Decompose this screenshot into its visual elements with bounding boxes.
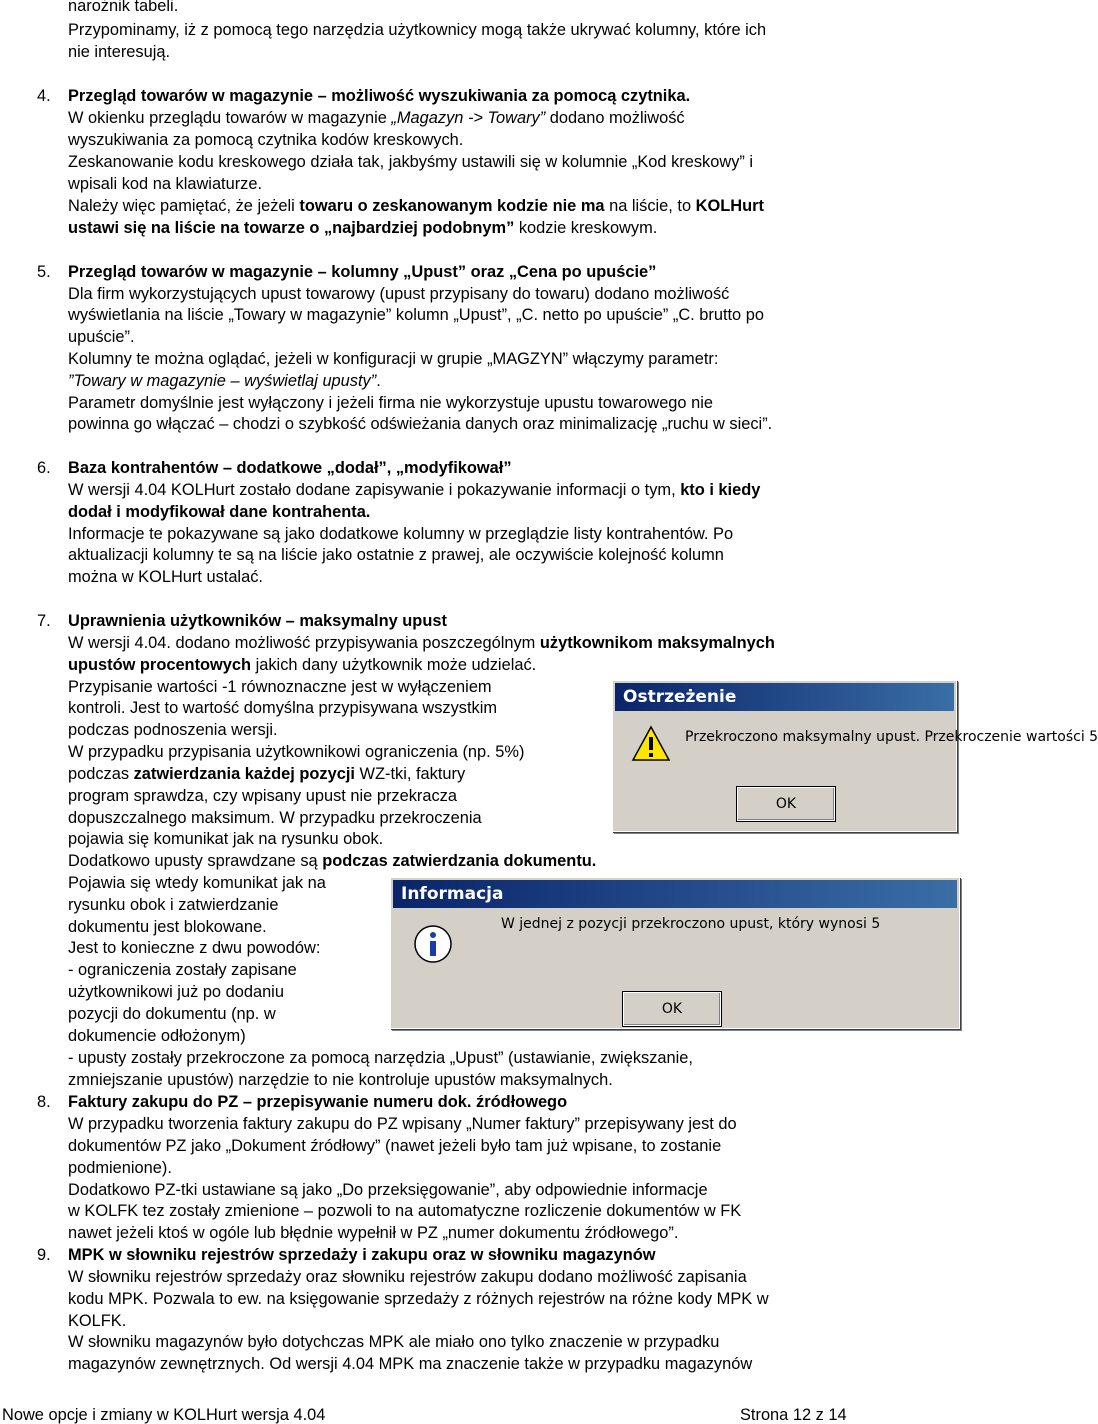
text-line: pojawia się komunikat jak na rysunku obok. <box>68 830 384 848</box>
text-line: KOLFK. <box>68 1312 127 1330</box>
text-line: ustawi się na liście na towarze o „najbardziej podobnym” kodzie kreskowym. <box>68 219 658 237</box>
text-line: dopuszczalnego maksimum. W przypadku przekroczenia <box>68 809 482 827</box>
text-line: wpisali kod na klawiaturze. <box>68 175 263 193</box>
text-line: Przypisanie wartości -1 równoznaczne jest w wyłączeniem <box>68 678 492 696</box>
text-line: dokumentu jest blokowane. <box>68 918 267 936</box>
text-line: pozycji do dokumentu (np. w <box>68 1005 276 1023</box>
text-line: W okienku przeglądu towarów w magazynie „Magazyn -> Towary” dodano możliwość <box>68 109 685 127</box>
text-line: kontroli. Jest to wartość domyślna przypisywana wszystkim <box>68 699 498 717</box>
text-line: Przypominamy, iż z pomocą tego narzędzia użytkownicy mogą także ukrywać kolumny, które ich <box>68 21 767 39</box>
section-title: Przegląd towarów w magazynie – kolumny „Upust” oraz „Cena po upuście” <box>68 263 657 281</box>
section-title: Uprawnienia użytkowników – maksymalny upust <box>68 612 447 630</box>
ok-button[interactable]: OK <box>737 787 835 821</box>
text-line: zmniejszanie upustów) narzędzie to nie kontroluje upustów maksymalnych. <box>68 1071 613 1089</box>
text-line: Dodatkowo PZ-tki ustawiane są jako „Do przeksięgowanie”, aby odpowiednie informacje <box>68 1181 708 1199</box>
text-line: narożnik tabeli. <box>68 0 179 15</box>
text-line: można w KOLHurt ustalać. <box>68 568 263 586</box>
text-line: - ograniczenia zostały zapisane <box>68 961 297 979</box>
text-line: wyszukiwania za pomocą czytnika kodów kreskowych. <box>68 131 464 149</box>
section-number: 7. <box>37 612 51 630</box>
text-line: w KOLFK tez zostały zmienione – pozwoli to na automatyczne rozliczenie dokumentów w FK <box>68 1202 742 1220</box>
text-line: powinna go włączać – chodzi o szybkość odświeżania danych oraz minimalizację „ruchu w sieci”. <box>68 415 773 433</box>
dialog-title: Informacja <box>393 880 957 908</box>
text-line: - upusty zostały przekroczone za pomocą narzędzia „Upust” (ustawianie, zwiększanie, <box>68 1049 693 1067</box>
text-line: użytkownikowi już po dodaniu <box>68 983 284 1001</box>
info-icon <box>413 924 453 968</box>
text-line: Kolumny te można oglądać, jeżeli w konfiguracji w grupie „MAGZYN” włączymy parametr: <box>68 350 719 368</box>
text-line: Dodatkowo upusty sprawdzane są podczas zatwierdzania dokumentu. <box>68 852 597 870</box>
dialog-message: Przekroczono maksymalny upust. Przekroczenie wartości 5 <box>685 729 1098 745</box>
text-line: W przypadku tworzenia faktury zakupu do PZ wpisany „Numer faktury” przepisywany jest do <box>68 1115 737 1133</box>
text-line: podczas zatwierdzania każdej pozycji WZ-tki, faktury <box>68 765 466 783</box>
text-line: Dla firm wykorzystujących upust towarowy (upust przypisany do towaru) dodano możliwość <box>68 285 730 303</box>
section-title: MPK w słowniku rejestrów sprzedaży i zakupu oraz w słowniku magazynów <box>68 1246 656 1264</box>
text-line: W wersji 4.04 KOLHurt zostało dodane zapisywanie i pokazywanie informacji o tym, kto i kiedy <box>68 481 761 499</box>
text-line: W przypadku przypisania użytkownikowi ograniczenia (np. 5%) <box>68 743 525 761</box>
text-line: W słowniku rejestrów sprzedaży oraz słowniku rejestrów zakupu dodano możliwość zapisania <box>68 1268 747 1286</box>
text-line: magazynów zewnętrznych. Od wersji 4.04 MPK ma znaczenie także w przypadku magazynów <box>68 1355 753 1373</box>
page-number: Strona 12 z 14 <box>740 1406 847 1424</box>
dialog-message: W jednej z pozycji przekroczono upust, który wynosi 5 <box>501 916 881 932</box>
text-line: W słowniku magazynów było dotychczas MPK ale miało ono tylko znaczenie w przypadku <box>68 1333 720 1351</box>
section-number: 5. <box>37 263 51 281</box>
warning-icon <box>631 725 671 767</box>
text-line: dokumentów PZ jako „Dokument źródłowy” (nawet jeżeli było tam już wpisane, to zostanie <box>68 1137 722 1155</box>
text-line: ”Towary w magazynie – wyświetlaj upusty”. <box>68 372 381 390</box>
dialog-title: Ostrzeżenie <box>615 683 954 711</box>
text-line: Jest to konieczne z dwu powodów: <box>68 939 321 957</box>
text-line: dokumencie odłożonym) <box>68 1027 246 1045</box>
text-line: Informacje te pokazywane są jako dodatkowe kolumny w przeglądzie listy kontrahentów. Po <box>68 525 734 543</box>
section-number: 9. <box>37 1246 51 1264</box>
footer-left: Nowe opcje i zmiany w KOLHurt wersja 4.04 <box>2 1406 326 1424</box>
ok-button[interactable]: OK <box>623 992 721 1026</box>
text-line: podczas podnoszenia wersji. <box>68 721 278 739</box>
section-title: Baza kontrahentów – dodatkowe „dodał”, „modyfikował” <box>68 459 512 477</box>
text-line: aktualizacji kolumny te są na liście jako ostatnie z prawej, ale oczywiście kolejność kolumn <box>68 546 724 564</box>
section-number: 4. <box>37 87 51 105</box>
section-title: Faktury zakupu do PZ – przepisywanie numeru dok. źródłowego <box>68 1093 568 1111</box>
text-line: wyświetlania na liście „Towary w magazynie” kolumn „Upust”, „C. netto po upuście” „C. brutto po <box>68 306 764 324</box>
text-line: program sprawdza, czy wpisany upust nie przekracza <box>68 787 457 805</box>
text-line: nie interesują. <box>68 43 171 61</box>
text-line: Parametr domyślnie jest wyłączony i jeżeli firma nie wykorzystuje upustu towarowego nie <box>68 394 713 412</box>
text-line: upustów procentowych jakich dany użytkownik może udzielać. <box>68 656 537 674</box>
text-line: Zeskanowanie kodu kreskowego działa tak, jakbyśmy ustawili się w kolumnie „Kod kreskowy” i <box>68 153 754 171</box>
information-dialog <box>390 877 960 1029</box>
text-line: upuście”. <box>68 328 135 346</box>
warning-dialog <box>612 680 1098 832</box>
section-number: 6. <box>37 459 51 477</box>
text-line: Pojawia się wtedy komunikat jak na <box>68 874 326 892</box>
text-line: dodał i modyfikował dane kontrahenta. <box>68 503 371 521</box>
text-line: Należy więc pamiętać, że jeżeli towaru o zeskanowanym kodzie nie ma na liście, to KOLHurt <box>68 197 764 215</box>
section-number: 8. <box>37 1093 51 1111</box>
text-line: nawet jeżeli ktoś w ogóle lub błędnie wypełnił w PZ „numer dokumentu źródłowego”. <box>68 1224 679 1242</box>
text-line: rysunku obok i zatwierdzanie <box>68 896 279 914</box>
text-line: W wersji 4.04. dodano możliwość przypisywania poszczególnym użytkownikom maksymalnych <box>68 634 775 652</box>
text-line: kodu MPK. Pozwala to ew. na księgowanie sprzedaży z różnych rejestrów na różne kody MPK w <box>68 1290 769 1308</box>
section-title: Przegląd towarów w magazynie – możliwość wyszukiwania za pomocą czytnika. <box>68 87 691 105</box>
text-line: podmienione). <box>68 1159 172 1177</box>
